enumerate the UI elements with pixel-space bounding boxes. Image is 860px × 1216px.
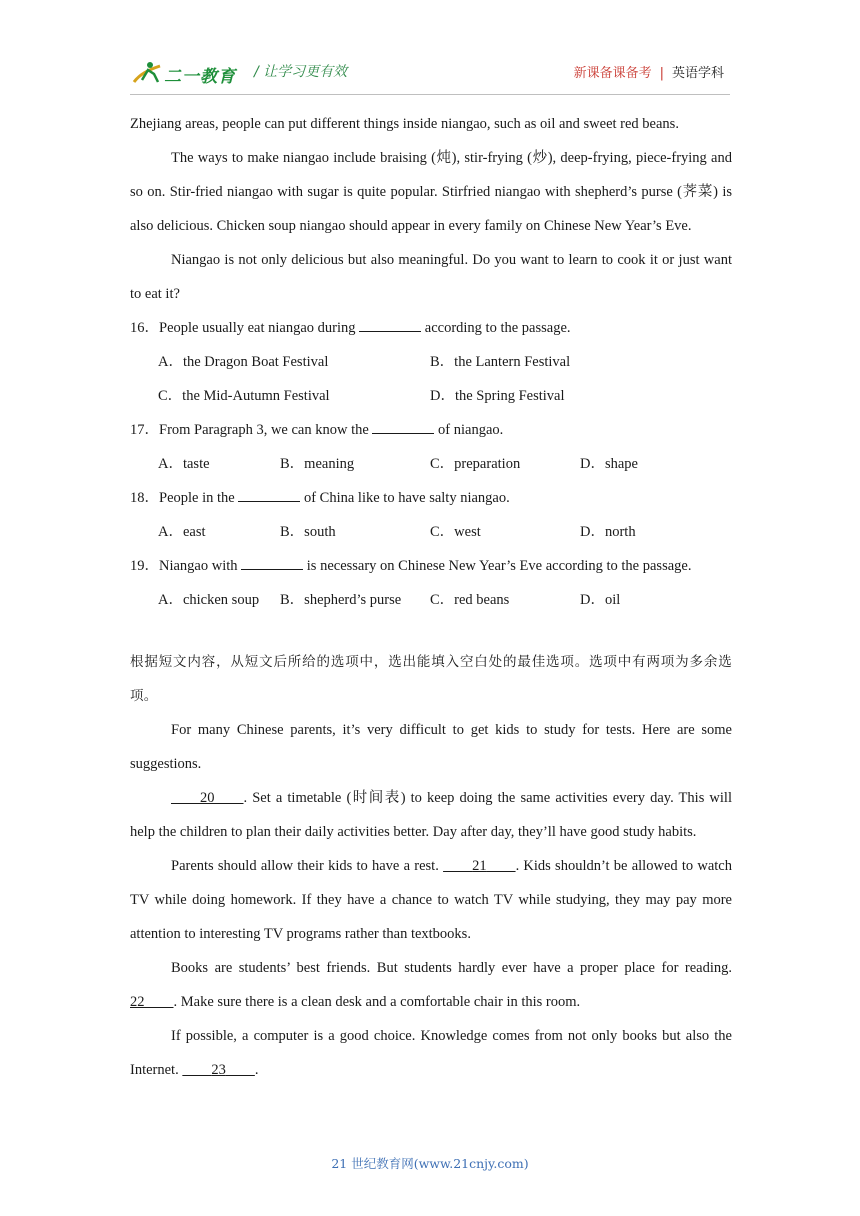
page-footer[interactable]: 21 世纪教育网(www.21cnjy.com) bbox=[331, 1156, 529, 1171]
paragraph-text: . Kids shouldn’t be allowed to watch TV while doing homework. If they have a chance to watch TV while studying, they may pay more attention to interesting TV programs rather than textbooks. bbox=[130, 858, 732, 942]
answer-blank bbox=[238, 484, 300, 502]
option-d: D．the Spring Festival bbox=[430, 388, 565, 404]
header-separator: | bbox=[659, 66, 664, 81]
answer-blank bbox=[372, 416, 434, 434]
options-row bbox=[130, 345, 732, 379]
options-row bbox=[130, 379, 732, 413]
question-number: 19． bbox=[130, 558, 159, 574]
page-header bbox=[0, 0, 860, 100]
paragraph-text: Parents should allow their kids to have a rest. bbox=[171, 858, 439, 874]
runner-logo-icon bbox=[130, 60, 164, 88]
paragraph-text: If possible, a computer is a good choice. Knowledge comes from not only books but also the Internet. bbox=[130, 1028, 732, 1078]
header-subject bbox=[574, 62, 724, 81]
passage-paragraph: The ways to make niangao include braising (炖), stir-frying (炒), deep-frying, piece-frying and so on. Stir-fried niangao with sugar is quite popular. Stirfried niangao with shepherd’s purse (荠菜) is also delicious. Chicken soup niangao should appear in every family on Chinese New Year’s Eve. bbox=[130, 150, 732, 234]
blank-number: 20 bbox=[200, 790, 215, 806]
paragraph-text: Books are students’ best friends. But students hardly ever have a proper place for reading. bbox=[171, 960, 732, 976]
option-d: D．shape bbox=[580, 456, 638, 472]
question-text: of niangao. bbox=[438, 422, 504, 438]
blank-23 bbox=[182, 1062, 255, 1078]
options-row bbox=[130, 583, 732, 617]
question-text: People in the bbox=[159, 490, 235, 506]
blank-number: 21 bbox=[472, 858, 487, 874]
answer-blank bbox=[359, 314, 421, 332]
blank-20 bbox=[171, 790, 244, 806]
passage-paragraph: If possible, a computer is a good choice. Knowledge comes from not only books but also the Internet. 23 . bbox=[130, 1028, 732, 1078]
option-b: B．shepherd’s purse bbox=[280, 592, 402, 608]
header-course: 新课备课备考 bbox=[573, 66, 652, 81]
question-number: 17． bbox=[130, 422, 159, 438]
option-a: A．taste bbox=[158, 456, 210, 472]
option-c: C．preparation bbox=[430, 456, 521, 472]
answer-blank bbox=[241, 552, 303, 570]
option-c: C．west bbox=[430, 524, 481, 540]
document-body bbox=[130, 107, 732, 1087]
passage-paragraph: Niangao is not only delicious but also meaningful. Do you want to learn to cook it or just want to eat it? bbox=[130, 252, 732, 302]
question-number: 18． bbox=[130, 490, 159, 506]
blank-21 bbox=[443, 858, 516, 874]
blank-number: 22 bbox=[130, 994, 145, 1010]
section-instruction: 根据短文内容，从短文后所给的选项中，选出能填入空白处的最佳选项。选项中有两项为多余选项。 bbox=[130, 654, 732, 704]
header-subject-label: 英语学科 bbox=[671, 66, 724, 81]
question-19 bbox=[130, 549, 732, 583]
passage-paragraph bbox=[130, 951, 732, 1019]
question-17 bbox=[130, 413, 732, 447]
option-b: B．meaning bbox=[280, 456, 355, 472]
question-text: Niangao with bbox=[159, 558, 238, 574]
option-c: C．red beans bbox=[430, 592, 510, 608]
question-text: of China like to have salty niangao. bbox=[303, 490, 510, 506]
question-text: People usually eat niangao during bbox=[159, 320, 356, 336]
header-divider bbox=[130, 94, 730, 95]
question-text: according to the passage. bbox=[424, 320, 571, 336]
options-row bbox=[130, 515, 732, 549]
passage-paragraph: Zhejiang areas, people can put different things inside niangao, such as oil and sweet red beans. bbox=[130, 116, 679, 132]
option-a: A．east bbox=[158, 524, 206, 540]
logo-text: 二一教育 bbox=[164, 67, 236, 87]
passage-paragraph: For many Chinese parents, it’s very difficult to get kids to study for tests. Here are some suggestions. bbox=[130, 722, 732, 772]
option-b: B．south bbox=[280, 524, 336, 540]
option-a: A．the Dragon Boat Festival bbox=[158, 354, 329, 370]
logo bbox=[130, 56, 250, 90]
paragraph-text: . Set a timetable (时间表) to keep doing the same activities every day. This will help the children to plan their daily activities better. Day after day, they’ll have good study habits. bbox=[130, 790, 732, 840]
question-text: is necessary on Chinese New Year’s Eve according to the passage. bbox=[306, 558, 692, 574]
options-row bbox=[130, 447, 732, 481]
section-spacer bbox=[130, 617, 732, 645]
passage-paragraph bbox=[130, 849, 732, 951]
blank-number: 23 bbox=[211, 1062, 226, 1078]
option-a: A．chicken soup bbox=[158, 592, 260, 608]
paragraph-text: . Make sure there is a clean desk and a comfortable chair in this room. bbox=[173, 994, 581, 1010]
slogan: / 让学习更有效 bbox=[254, 64, 348, 80]
question-18 bbox=[130, 481, 732, 515]
option-d: D．oil bbox=[580, 592, 621, 608]
option-c: C．the Mid-Autumn Festival bbox=[158, 388, 330, 404]
option-b: B．the Lantern Festival bbox=[430, 354, 571, 370]
question-number: 16． bbox=[130, 320, 159, 336]
question-text: From Paragraph 3, we can know the bbox=[159, 422, 369, 438]
question-16 bbox=[130, 311, 732, 345]
passage-paragraph bbox=[130, 781, 732, 849]
blank-22 bbox=[130, 994, 174, 1010]
option-d: D．north bbox=[580, 524, 636, 540]
